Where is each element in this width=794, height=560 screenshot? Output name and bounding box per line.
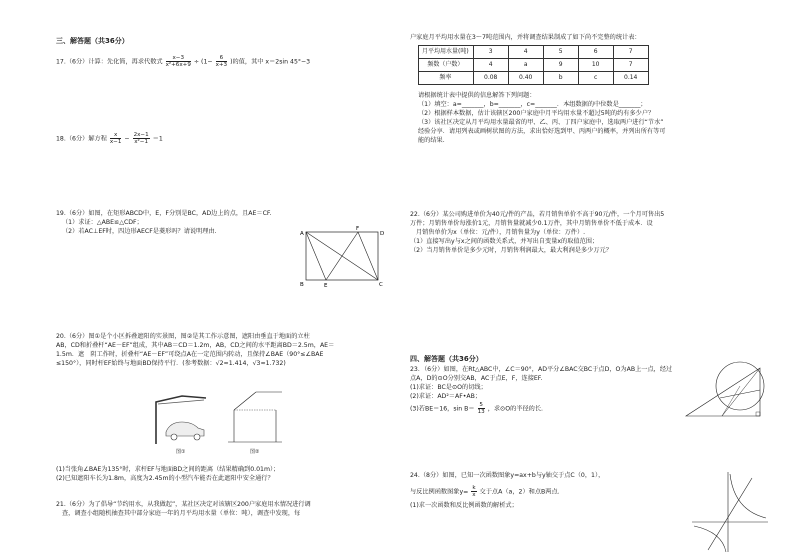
question-22: 22.（6分）某公司购进单价为40元/件的产品，若月销售单价不高于90元/件，一个月可售出5 万件；月销售单价每涨价1元，月销售量就减少0.1万件，其中月销售单价不低于成本．设 月销售单价为x（单位：元/件），月销售量为y（单位：万件）. （1）直接写出y与x之间的函数关系式，并写出自变量x的取值范围； （2）当月销售单价是多少元时，月销售利润最大，最大利润是多少万元？ [410,211,665,254]
q23-circle-triangle-diagram [678,350,773,430]
label-E: E [324,283,328,288]
question-20-subparts [56,466,411,484]
label-B: B [300,282,304,288]
q17-fraction-2: $\frac{6}{x+3}$ [215,55,228,69]
q20-carport-photo [152,392,210,448]
question-18 [56,132,411,145]
question-17 [56,55,411,68]
q21-stat-table [418,45,649,85]
q20-line3: 1.5m．遮 阴工作时，折叠杆“AE－EF”可绕点A在一定范围内转动，且保持∠BAE（90°≤∠BAE [56,350,324,358]
section4-title: 四、解答题（共36分） [410,355,483,363]
q21-line1: 21.（6分）为了倡导“节约用水，从我做起”，某社区决定对该辖区200户家庭用水情况进行调 [56,501,311,508]
q19-line2: （1）求证：△ABE≌△CDF； [62,218,143,226]
q19-line3: （2）若AC⊥EF时，四边形AECF是菱形吗？请说明理由. [62,227,217,235]
q24-function-graph [688,470,770,554]
q20-fig2-label: 图② [250,449,260,455]
label-F: F [356,226,360,232]
q23-fraction: $\frac{5}{13}$ [477,401,485,416]
q20-line2: AB，CD和折叠杆“AE－EF”组成，其中AB＝CD＝1.2m，AB，CD之间的水平距离BD＝2.5m，AE＝ [56,341,335,349]
q18-fraction-2: $\frac{2x-1}{\text{x²−1}}$ [133,132,149,146]
question-21 [56,501,411,519]
q17-fraction-1: $\frac{x-3}{\text{x²+6x+9}}$ [165,55,191,69]
car-icon [166,422,204,440]
question-24: 24.（8分）如图，已知一次函数图象y=ax+b与y轴交于点C（0，1）， 与反比例函数图象y= $\frac{k}{x}$ 交于点A（a，2）和点B两点． (1)求一次函数和反比例函数的解析式； [410,472,680,511]
section3-title: 三、解答题（共36分） [56,37,129,45]
q19-line1: 19.（6分）如图，在矩形ABCD中，E，F分别是BC，AD边上的点，且AE＝CF. [56,210,272,217]
q19-rectangle-diagram [298,226,388,288]
q23-line5: (3)若BE＝16，sin B＝ $\frac{5}{13}$ ，求⊙O的半径的长. [410,401,544,416]
q20-sub1: (1)当张角∠BAE为135°时，求杆EF与地面BD之间的距离（结果精确到0.01m）； [56,466,280,473]
q17-divide: ÷ [193,58,200,66]
q21-subquestions: 请根据统计表中提供的信息解答下列问题： （1）填空：a=_______，b=_______，c=_______．本组数据的中位数是_______； （2）根据样本数据，估计该辖区200户家庭中月平均用水量不超过5吨的约有多少户？ （3）该社区决定从月平均用水量最省的甲、乙、丙、丁四户家庭中，选取两户进行“节水” 经验分享．请用列表或画树状图的方法，求出恰好选到甲、丙两户的概率，并列出所有等可 能的结果. [418,92,666,144]
label-D: D [380,231,385,237]
table-row: 频数（户数） 4 a 9 10 7 [419,59,649,72]
q18-minus: − [124,135,130,143]
q20-line4: ≤150°），同时杆EF始终与地面BD保持平行．(参考数据：√2≈1.414，√3≈1.732) [56,359,286,367]
label-A: A [300,231,304,237]
q20-schematic-diagram [226,384,286,450]
q17-prefix: 17.（6分）计算：先化简，再求代数式 [56,58,163,66]
q21-line2: 查，调查小组随机抽查其中部分家庭一年的月平均用水量（单位：吨），调查中发现，每 [62,509,301,517]
q24-fraction: $\frac{k}{x}$ [472,484,476,499]
q20-line1: 20.（6分）图①是个小区拆叠遮阳的实景图，图②是其工作示意图，遮阳由垂直于地面的立柱 [56,333,310,340]
q18-suffix: ＝1 [152,135,163,143]
q20-fig1-label: 图① [176,449,186,455]
q20-sub2: (2)已知遮阳车长为1.8m，高度为2.45m的小型汽车能否在此遮阳中安全通行？ [56,474,274,482]
q17-suffix: )的值，其中 x＝2sin 45°−3 [230,58,311,66]
q18-prefix: 18.（6分）解方程 [56,135,107,143]
question-23: 23．（6分）如图，在Rt△ABC中，∠C＝90°，AD平分∠BAC交BC于点D，O为AB上一点，经过 点A，D的⊙O分别交AB，AC于点E，F，连接EF. (1)求证：BC是⊙O的切线； (2)求证：AD²＝AF•AB； (3)若BE＝16，sin B＝ $\frac{5}{13}$ ，求⊙O的半径的长. [410,366,710,415]
question-20 [56,333,386,369]
label-C: C [379,282,383,288]
table-row: 月平均用水量(吨) 3 4 5 6 7 [419,46,649,59]
q24-line2: 与反比例函数图象y= $\frac{k}{x}$ 交于点A（a，2）和点B两点． [410,484,564,499]
q18-fraction-1: $\frac{x}{x-1}$ [109,132,122,146]
table-row: 频率 0.08 0.40 b c 0.14 [419,72,649,85]
q21-continuation: 户家庭月平均用水量在3～7吨范围内，并将调查结果制成了如下尚不完整的统计表： [410,34,641,41]
q17-paren: (1− [201,58,213,66]
